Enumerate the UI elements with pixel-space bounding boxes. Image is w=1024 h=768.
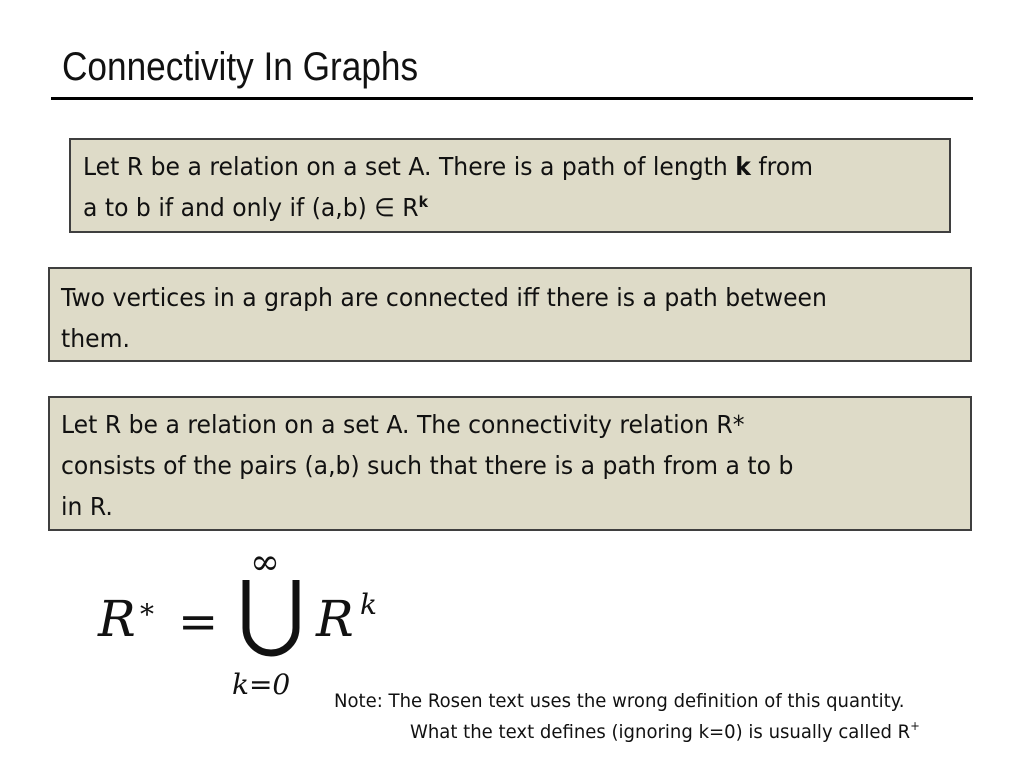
path-condition-text: a to b if and only if (a,b) — [83, 193, 375, 222]
path-definition-box — [69, 138, 951, 233]
path-length-k: k — [735, 152, 751, 181]
connectivity-relation-box — [48, 396, 972, 531]
formula-lower-limit: k=0 — [232, 668, 291, 701]
power-k: k — [418, 193, 428, 211]
big-union-icon — [238, 572, 304, 668]
path-definition-line-1 — [83, 146, 897, 187]
r-plus-sup: + — [910, 719, 920, 733]
connectivity-relation-line-2: consists of the pairs (a,b) such that there is a path from a to b — [61, 451, 794, 480]
formula-rhs: R — [316, 590, 354, 648]
formula-upper-limit: ∞ — [250, 542, 280, 583]
slide-title: Connectivity In Graphs — [62, 45, 419, 89]
note-line-2 — [410, 720, 947, 744]
formula-lhs: R — [98, 590, 136, 648]
formula-rhs-power: k — [360, 588, 377, 621]
path-definition-text-end: from — [750, 152, 814, 181]
formula-lhs-star: * — [140, 598, 154, 631]
title-divider — [51, 97, 973, 100]
element-of-symbol: ∈ — [374, 193, 395, 222]
connected-definition-line-1: Two vertices in a graph are connected iff there is a path between — [61, 283, 827, 312]
connectivity-relation-line-3: in R. — [61, 492, 113, 521]
connectivity-relation-line-1: Let R be a relation on a set A. The connectivity relation R* — [61, 410, 745, 439]
relation-r: R — [394, 193, 419, 222]
note-text-2: What the text defines (ignoring k=0) is usually called R — [410, 721, 911, 743]
formula-equals: = — [178, 594, 219, 650]
connected-definition-line-2: them. — [61, 324, 130, 353]
note-text-1: Note: The Rosen text uses the wrong definition of this quantity. — [334, 690, 905, 712]
path-definition-line-2 — [83, 187, 897, 228]
connected-definition-box — [48, 267, 972, 362]
path-definition-text: Let R be a relation on a set A. There is a path of length — [83, 152, 736, 181]
note-line-1 — [334, 689, 935, 713]
